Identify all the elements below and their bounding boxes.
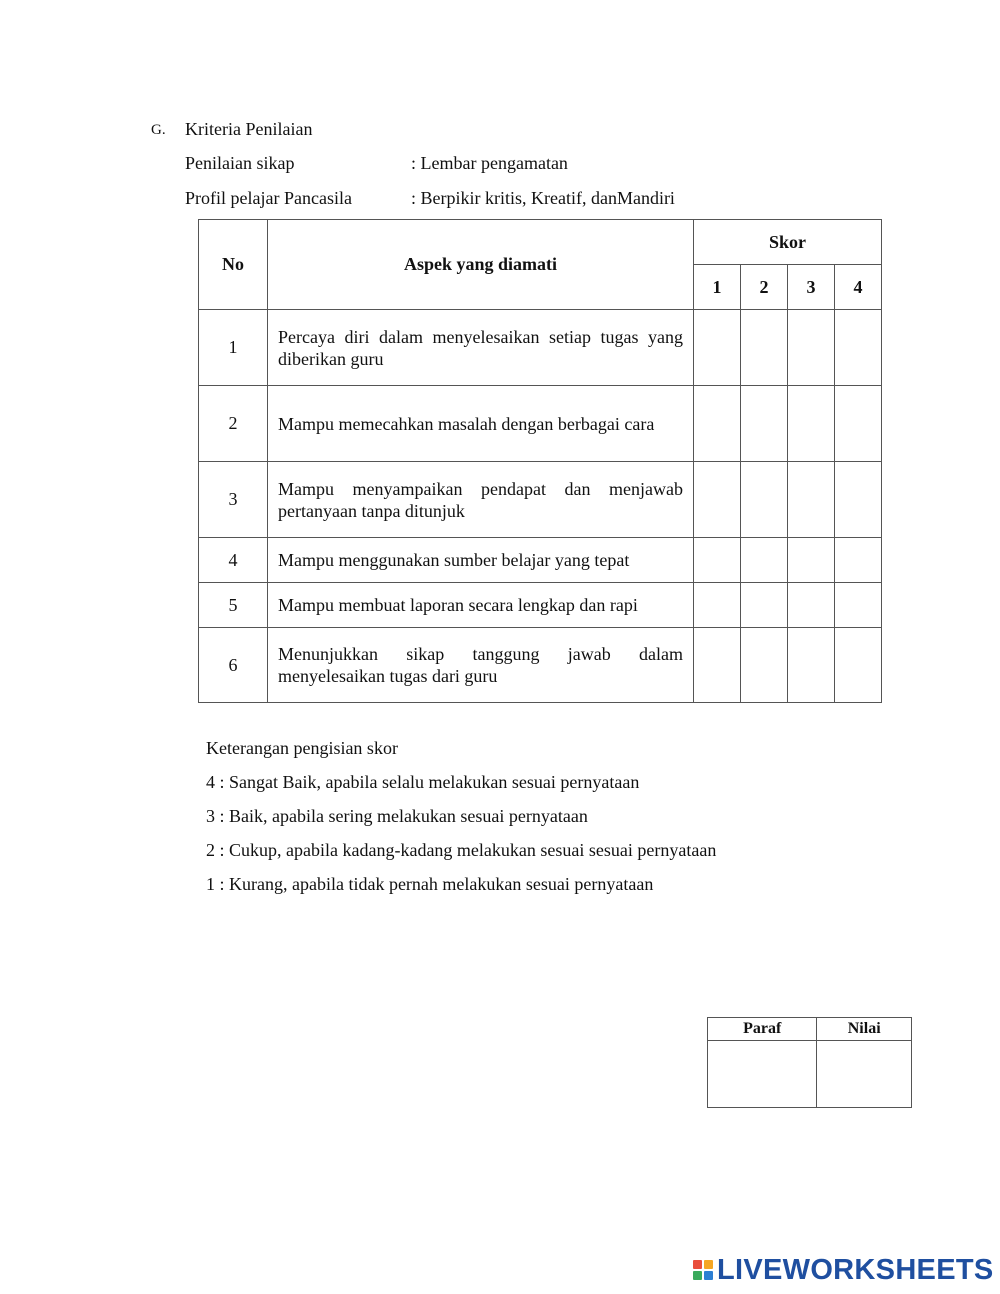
score-cell[interactable] <box>788 538 835 583</box>
table-row <box>199 310 882 386</box>
score-cell[interactable] <box>741 310 788 386</box>
row-number: 5 <box>199 583 268 628</box>
score-cell[interactable] <box>835 583 882 628</box>
score-cell[interactable] <box>694 386 741 462</box>
assessment-type-label: Penilaian sikap <box>185 153 295 173</box>
nilai-cell[interactable] <box>817 1041 912 1108</box>
header-score-3: 3 <box>788 265 835 310</box>
table-row <box>199 583 882 628</box>
signature-table <box>707 1017 912 1108</box>
row-aspect: Menunjukkan sikap tanggung jawab dalam menyelesaikan tugas dari guru <box>268 628 694 703</box>
row-number: 3 <box>199 462 268 538</box>
logo-square <box>704 1260 713 1269</box>
score-cell[interactable] <box>694 583 741 628</box>
legend-item: 3 : Baik, apabila sering melakukan sesuai pernyataan <box>206 806 588 826</box>
score-cell[interactable] <box>835 386 882 462</box>
logo-square <box>693 1260 702 1269</box>
section-letter: G. <box>151 122 166 138</box>
header-no: No <box>199 220 268 310</box>
score-cell[interactable] <box>835 538 882 583</box>
row-aspect: Mampu memecahkan masalah dengan berbagai cara <box>268 386 694 462</box>
logo-square <box>704 1271 713 1280</box>
row-number: 6 <box>199 628 268 703</box>
table-row <box>199 386 882 462</box>
score-cell[interactable] <box>788 386 835 462</box>
score-cell[interactable] <box>835 310 882 386</box>
score-cell[interactable] <box>788 462 835 538</box>
header-score-2: 2 <box>741 265 788 310</box>
score-cell[interactable] <box>788 310 835 386</box>
observation-table <box>198 219 882 703</box>
table-row <box>199 462 882 538</box>
legend-item: 4 : Sangat Baik, apabila selalu melakukan sesuai pernyataan <box>206 772 640 792</box>
paraf-cell[interactable] <box>708 1041 817 1108</box>
score-cell[interactable] <box>741 538 788 583</box>
profile-value: : Berpikir kritis, Kreatif, danMandiri <box>411 188 675 208</box>
header-score: Skor <box>694 220 882 265</box>
section-title: Kriteria Penilaian <box>185 119 313 139</box>
header-score-4: 4 <box>835 265 882 310</box>
header-score-1: 1 <box>694 265 741 310</box>
score-cell[interactable] <box>694 538 741 583</box>
score-cell[interactable] <box>835 462 882 538</box>
table-row <box>199 538 882 583</box>
score-cell[interactable] <box>741 628 788 703</box>
row-aspect: Mampu membuat laporan secara lengkap dan rapi <box>268 583 694 628</box>
score-cell[interactable] <box>694 628 741 703</box>
header-aspect: Aspek yang diamati <box>268 220 694 310</box>
row-number: 2 <box>199 386 268 462</box>
legend-title: Keterangan pengisian skor <box>206 738 398 758</box>
liveworksheets-logo <box>693 1253 994 1287</box>
logo-mark-icon <box>693 1260 713 1280</box>
table-row <box>199 628 882 703</box>
row-number: 1 <box>199 310 268 386</box>
logo-square <box>693 1271 702 1280</box>
legend-item: 2 : Cukup, apabila kadang-kadang melakukan sesuai sesuai pernyataan <box>206 840 717 860</box>
score-cell[interactable] <box>694 462 741 538</box>
assessment-type-value: : Lembar pengamatan <box>411 153 568 173</box>
score-cell[interactable] <box>835 628 882 703</box>
row-aspect: Percaya diri dalam menyelesaikan setiap tugas yang diberikan guru <box>268 310 694 386</box>
score-cell[interactable] <box>741 386 788 462</box>
row-aspect: Mampu menggunakan sumber belajar yang tepat <box>268 538 694 583</box>
score-cell[interactable] <box>788 583 835 628</box>
nilai-header: Nilai <box>817 1018 912 1041</box>
row-aspect: Mampu menyampaikan pendapat dan menjawab pertanyaan tanpa ditunjuk <box>268 462 694 538</box>
score-cell[interactable] <box>741 583 788 628</box>
score-cell[interactable] <box>788 628 835 703</box>
row-number: 4 <box>199 538 268 583</box>
score-cell[interactable] <box>694 310 741 386</box>
score-cell[interactable] <box>741 462 788 538</box>
paraf-header: Paraf <box>708 1018 817 1041</box>
legend-item: 1 : Kurang, apabila tidak pernah melakukan sesuai pernyataan <box>206 874 654 894</box>
profile-label: Profil pelajar Pancasila <box>185 188 352 208</box>
logo-text: LIVEWORKSHEETS <box>717 1253 994 1286</box>
